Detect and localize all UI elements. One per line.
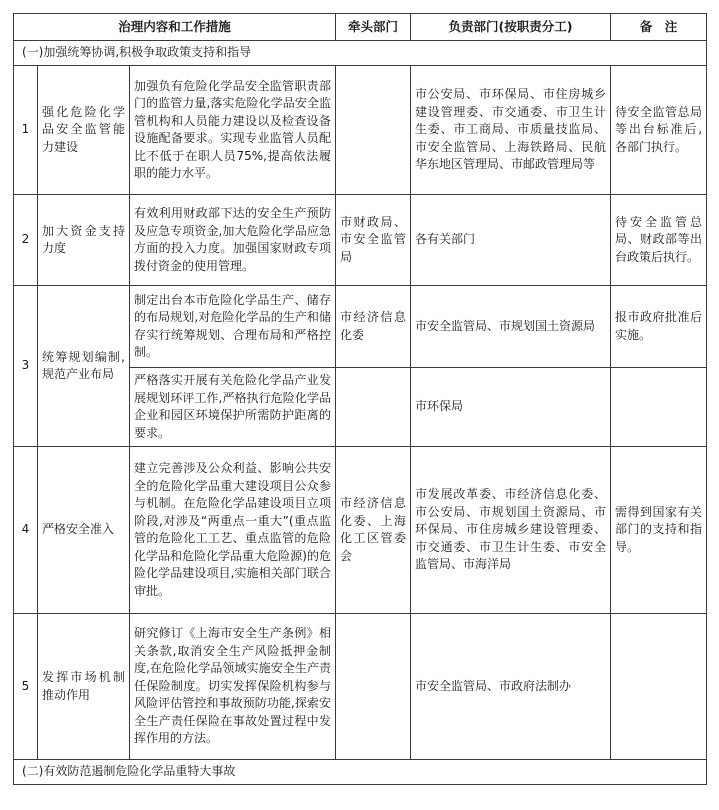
responsible-dept: 市发展改革委、市经济信息化委、市公安局、市规划国土资源局、市环保局、市住房城乡建设管理委、市交通委、市卫生计生委、市安全监管局、市海洋局 <box>411 447 611 614</box>
measure-text: 严格落实开展有关危险化学品产业发展规划环评工作,严格执行危险化学品企业和园区环境保护所需防护距离的要求。 <box>130 368 336 447</box>
table-row <box>14 195 707 286</box>
header-measures: 治理内容和工作措施 <box>14 14 336 41</box>
lead-dept: 市财政局、市安全监管局 <box>336 195 411 286</box>
measure-text: 制定出台本市危险化学品生产、储存的布局规划,对危险化学品的生产和储存实行统筹规划、合理布局和严格控制。 <box>130 286 336 368</box>
responsible-dept: 各有关部门 <box>411 195 611 286</box>
table-row <box>14 286 707 368</box>
remarks: 待安全监管总局、财政部等出台政策后执行。 <box>611 195 707 286</box>
item-title: 统筹规划编制,规范产业布局 <box>38 286 130 447</box>
row-number: 1 <box>14 66 38 195</box>
remarks: 报市政府批准后实施。 <box>611 286 707 368</box>
table-row <box>14 447 707 614</box>
measure-text: 有效利用财政部下达的安全生产预防及应急专项资金,加大危险化学品应急方面的投入力度。加强国家财政专项拨付资金的使用管理。 <box>130 195 336 286</box>
section-title: (一)加强统筹协调,积极争取政策支持和指导 <box>14 41 707 66</box>
row-number: 2 <box>14 195 38 286</box>
responsible-dept: 市公安局、市环保局、市住房城乡建设管理委、市交通委、市卫生计生委、市工商局、市质量技监局、市安全监管局、上海铁路局、民航华东地区管理局、市邮政管理局等 <box>411 66 611 195</box>
responsible-dept: 市环保局 <box>411 368 611 447</box>
header-row <box>14 14 707 41</box>
table-row <box>14 66 707 195</box>
remarks: 需得到国家有关部门的支持和指导。 <box>611 447 707 614</box>
measure-text: 研究修订《上海市安全生产条例》相关条款,取消安全生产风险抵押金制度,在危险化学品领域实施安全生产责任保险制度。切实发挥保险机构参与风险评估管控和事故预防功能,探索安全生产责任保险在事故处置过程中发挥作用的方法。 <box>130 614 336 760</box>
section-row <box>14 41 707 66</box>
remarks <box>611 614 707 760</box>
measure-text: 加强负有危险化学品安全监管职责部门的监管力量,落实危险化学品安全监管机构和人员能力建设以及检查设备设施配备要求。实现专业监管人员配比不低于在职人员75%,提高依法履职的能力水平。 <box>130 66 336 195</box>
header-lead-dept: 牵头部门 <box>336 14 411 41</box>
lead-dept: 市经济信息化委 <box>336 286 411 368</box>
row-number: 3 <box>14 286 38 447</box>
section-row <box>14 760 707 785</box>
table-row <box>14 614 707 760</box>
responsible-dept: 市安全监管局、市政府法制办 <box>411 614 611 760</box>
remarks <box>611 368 707 447</box>
item-title: 发挥市场机制推动作用 <box>38 614 130 760</box>
lead-dept <box>336 368 411 447</box>
measure-text: 建立完善涉及公众利益、影响公共安全的危险化学品重大建设项目公众参与机制。在危险化学品建设项目立项阶段,对涉及“两重点一重大”(重点监管的危险化工工艺、重点监管的危险化学品和危险化学品重大危险源)的危险化学品建设项目,实施相关部门联合审批。 <box>130 447 336 614</box>
governance-measures-table <box>13 13 707 785</box>
row-number: 4 <box>14 447 38 614</box>
section-title: (二)有效防范遏制危险化学品重特大事故 <box>14 760 707 785</box>
responsible-dept: 市安全监管局、市规划国土资源局 <box>411 286 611 368</box>
lead-dept: 市经济信息化委、上海化工区管委会 <box>336 447 411 614</box>
lead-dept <box>336 614 411 760</box>
remarks: 待安全监管总局等出台标准后,各部门执行。 <box>611 66 707 195</box>
item-title: 强化危险化学品安全监管能力建设 <box>38 66 130 195</box>
item-title: 严格安全准入 <box>38 447 130 614</box>
row-number: 5 <box>14 614 38 760</box>
item-title: 加大资金支持力度 <box>38 195 130 286</box>
header-remarks: 备 注 <box>611 14 707 41</box>
header-responsible-dept: 负责部门(按职责分工) <box>411 14 611 41</box>
lead-dept <box>336 66 411 195</box>
